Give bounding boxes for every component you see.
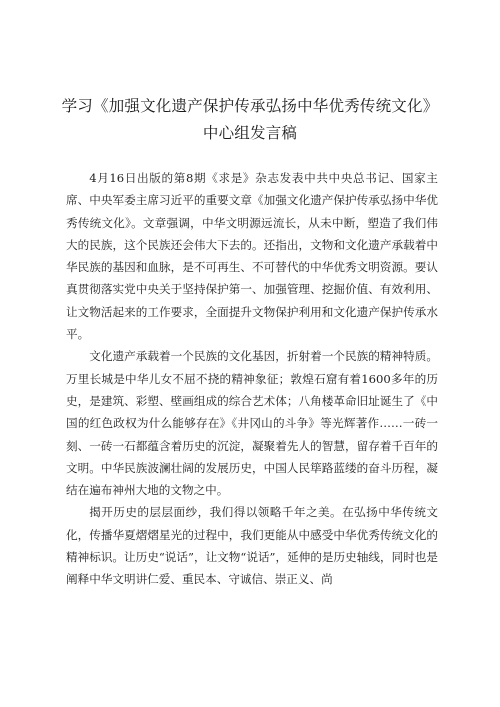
body-paragraph-3: 揭开历史的层层面纱，我们得以领略千年之美。在弘扬中华传统文化，传播华夏熠熠星光的过程中，我们更能从中感受中华优秀传统文化的精神标识。让历史“说话”，让文物“说话”，延伸的是历史轴线，同时也是阐释中华文明讲仁爱、重民本、守诚信、崇正义、尚	[66, 505, 438, 587]
body-paragraph-1: 4月16日出版的第8期《求是》杂志发表中共中央总书记、国家主席、中央军委主席习近平的重要文章《加强文化遗产保护传承弘扬中华优秀传统文化》。文章强调，中华文明源远流长，从未中断，塑造了我们伟大的民族，这个民族还会伟大下去的。还指出，文物和文化遗产承载着中华民族的基因和血脉，是不可再生、不可替代的中华优秀文明资源。要认真贯彻落实党中央关于坚持保护第一、加强管理、挖掘价值、有效利用、让文物活起来的工作要求，全面提升文物保护利用和文化遗产保护传承水平。	[66, 171, 438, 342]
document-body	[66, 167, 438, 591]
document-title-line-2: 中心组发言稿	[202, 124, 298, 142]
document-title-line-1: 学习《加强文化遗产保护传承弘扬中华优秀传统文化》	[61, 97, 439, 115]
body-paragraph-2: 文化遗产承载着一个民族的文化基因，折射着一个民族的精神特质。万里长城是中华儿女不屈不挠的精神象征；敦煌石窟有着1600多年的历史，是建筑、彩塑、壁画组成的综合艺术体；八角楼革命旧址诞生了《中国的红色政权为什么能够存在》《井冈山的斗争》等光辉著作……一砖一刻、一砖一石都蕴含着历史的沉淀，凝聚着先人的智慧，留存着千百年的文明。中华民族波澜壮阔的发展历史，中国人民筚路蓝缕的奋斗历程，凝结在遍布神州大地的文物之中。	[66, 349, 438, 498]
